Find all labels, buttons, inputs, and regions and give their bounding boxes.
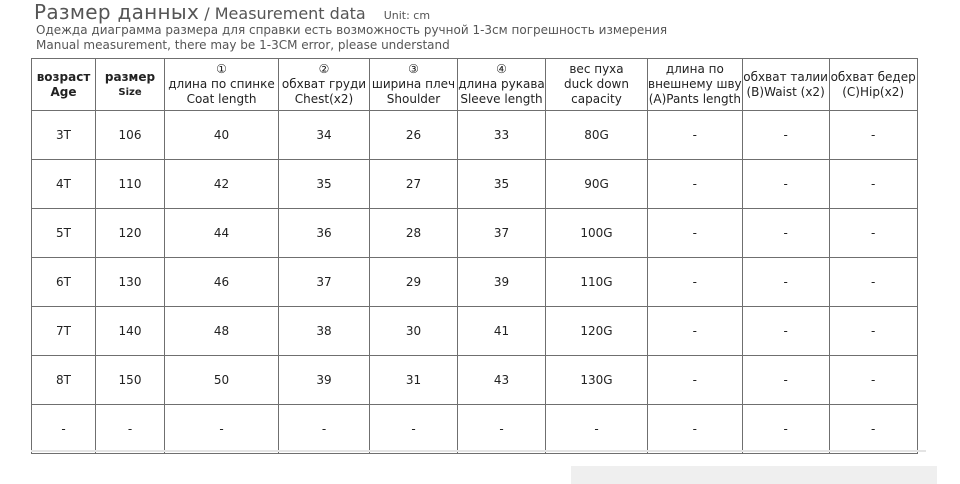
table-cell: 37 (458, 209, 546, 258)
table-row (32, 356, 918, 405)
column-header (458, 59, 546, 111)
column-header (165, 59, 279, 111)
table-cell: 35 (279, 160, 370, 209)
column-header (546, 59, 648, 111)
column-header (742, 59, 829, 111)
header-line3: capacity (571, 92, 622, 106)
header-line2: Size (118, 86, 142, 98)
title-english: Measurement data (214, 4, 366, 23)
table-cell: - (96, 405, 165, 454)
header-mark: ③ (408, 62, 419, 76)
header-line2: Shoulder (386, 92, 441, 106)
measurement-table (31, 58, 918, 454)
table-cell: - (742, 111, 829, 160)
table-cell: 100G (546, 209, 648, 258)
bottom-gray-bar (571, 466, 937, 484)
unit-label: Unit: cm (383, 9, 431, 22)
table-cell: 50 (165, 356, 279, 405)
table-cell: 7T (32, 307, 96, 356)
table-cell: 43 (458, 356, 546, 405)
header-line2: Sleeve length (460, 92, 543, 106)
table-cell: - (648, 160, 743, 209)
table-cell: - (742, 160, 829, 209)
table-cell: 8T (32, 356, 96, 405)
column-header (370, 59, 458, 111)
header-row (32, 59, 918, 111)
header-mark: ② (318, 62, 330, 76)
title-russian: Размер данных (34, 0, 200, 24)
note-russian: Одежда диаграмма размера для справки есть возможность ручной 1-3см погрешность измерения (36, 23, 668, 37)
table-cell: 30 (370, 307, 458, 356)
table-cell: 34 (279, 111, 370, 160)
table-cell: - (829, 258, 917, 307)
column-header (648, 59, 743, 111)
header-line2: Coat length (186, 92, 257, 106)
header-line2: внешнему шву (648, 77, 742, 91)
table-cell: 120G (546, 307, 648, 356)
header-line1: ширина плеч (371, 77, 456, 91)
header-line1: возраст (36, 69, 91, 84)
table-cell: 110 (96, 160, 165, 209)
table-cell: 33 (458, 111, 546, 160)
table-cell: - (648, 307, 743, 356)
page-title (34, 0, 430, 24)
table-cell: 5T (32, 209, 96, 258)
table-cell: - (648, 258, 743, 307)
header-line2: (B)Waist (x2) (746, 84, 825, 99)
header-line2: Chest(x2) (294, 92, 354, 106)
header-line1: обхват талии (743, 69, 828, 84)
table-cell: 6T (32, 258, 96, 307)
table-cell: 39 (458, 258, 546, 307)
table-cell: - (648, 111, 743, 160)
table-cell: - (829, 209, 917, 258)
header-line2: duck down (564, 77, 629, 91)
table-cell: 106 (96, 111, 165, 160)
header-mark: ① (216, 62, 227, 76)
table-cell: - (829, 356, 917, 405)
header-line1: обхват груди (281, 77, 367, 91)
table-cell: - (829, 111, 917, 160)
header-line1: длина по спинке (168, 77, 275, 91)
table-cell: 42 (165, 160, 279, 209)
table-cell: 46 (165, 258, 279, 307)
column-header (829, 59, 917, 111)
table-cell: 29 (370, 258, 458, 307)
table-cell: 28 (370, 209, 458, 258)
table-cell: - (165, 405, 279, 454)
table-cell: 130G (546, 356, 648, 405)
header-line1: обхват бедер (830, 69, 916, 84)
table-cell: - (742, 405, 829, 454)
header-line1: вес пуха (569, 62, 624, 76)
bottom-divider (31, 450, 926, 452)
table-row (32, 111, 918, 160)
table-cell: 90G (546, 160, 648, 209)
table-cell: - (32, 405, 96, 454)
table-cell: - (742, 258, 829, 307)
header-line1: длина по (665, 62, 724, 76)
column-header (32, 59, 96, 111)
table-cell: 130 (96, 258, 165, 307)
table-cell: - (648, 405, 743, 454)
table-cell: - (546, 405, 648, 454)
table-cell: 36 (279, 209, 370, 258)
table-cell: 35 (458, 160, 546, 209)
header-line3: (A)Pants length (648, 92, 741, 106)
table-cell: 3T (32, 111, 96, 160)
table-cell: - (829, 405, 917, 454)
note-english: Manual measurement, there may be 1-3CM error, please understand (36, 38, 450, 52)
table-row (32, 258, 918, 307)
table-cell: 44 (165, 209, 279, 258)
header-line2: (C)Hip(x2) (842, 84, 905, 99)
table-row (32, 405, 918, 454)
table-cell: 38 (279, 307, 370, 356)
table-cell: 37 (279, 258, 370, 307)
table-cell: 39 (279, 356, 370, 405)
table-cell: 26 (370, 111, 458, 160)
table-cell: 4T (32, 160, 96, 209)
table-cell: 31 (370, 356, 458, 405)
table-cell: 110G (546, 258, 648, 307)
column-header (279, 59, 370, 111)
table-cell: - (829, 160, 917, 209)
header-mark: ④ (496, 62, 507, 76)
table-cell: 40 (165, 111, 279, 160)
table-cell: 48 (165, 307, 279, 356)
table-cell: - (742, 356, 829, 405)
table-cell: 150 (96, 356, 165, 405)
table-cell: - (829, 307, 917, 356)
table-cell: 140 (96, 307, 165, 356)
table-cell: - (742, 209, 829, 258)
title-separator: / (199, 4, 215, 23)
table-cell: - (279, 405, 370, 454)
column-header (96, 59, 165, 111)
table-cell: - (742, 307, 829, 356)
header-line1: размер (104, 69, 156, 84)
table-cell: 27 (370, 160, 458, 209)
header-line1: длина рукава (458, 77, 545, 91)
table-row (32, 160, 918, 209)
table-cell: - (648, 356, 743, 405)
table-cell: 41 (458, 307, 546, 356)
table-cell: - (370, 405, 458, 454)
table-row (32, 307, 918, 356)
table-cell: 80G (546, 111, 648, 160)
table-cell: 120 (96, 209, 165, 258)
table-cell: - (458, 405, 546, 454)
table-cell: - (648, 209, 743, 258)
table-row (32, 209, 918, 258)
header-line2: Age (50, 84, 77, 99)
